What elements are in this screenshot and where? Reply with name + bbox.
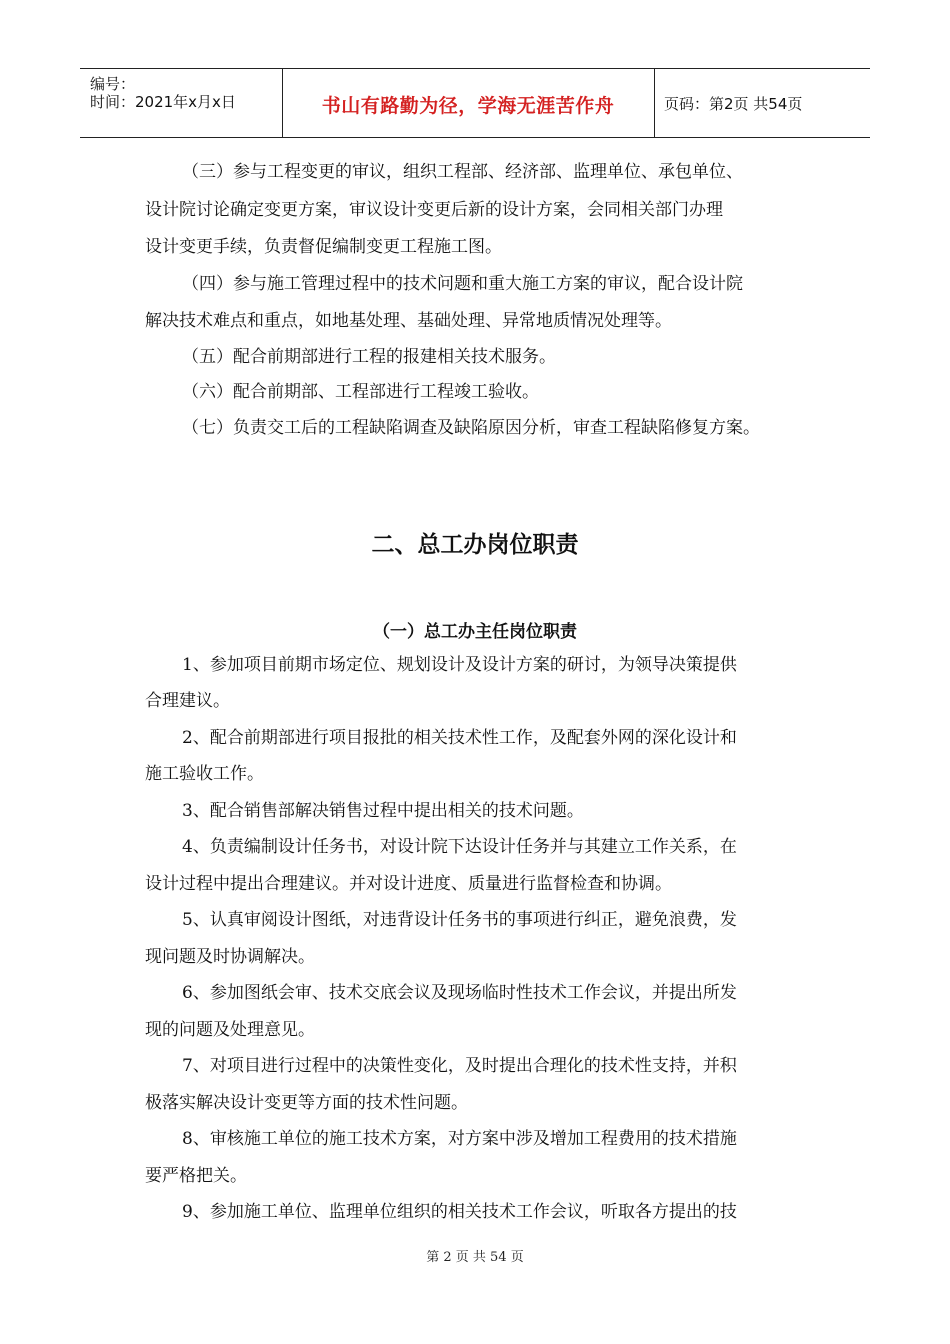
text-line: 7、对项目进行过程中的决策性变化，及时提出合理化的技术性支持，并积: [182, 1056, 737, 1076]
document-number-label: 编号：: [90, 75, 136, 93]
text-line: 解决技术难点和重点，如地基处理、基础处理、异常地质情况处理等。: [145, 311, 672, 331]
section-title: 二、总工办岗位职责: [371, 532, 579, 558]
document-time-label: 时间：2021年x月x日: [90, 93, 236, 111]
text-line: 9、参加施工单位、监理单位组织的相关技术工作会议，听取各方提出的技: [182, 1202, 737, 1222]
text-line: 4、负责编制设计任务书，对设计院下达设计任务并与其建立工作关系，在: [182, 837, 737, 857]
page-footer: 第 2 页 共 54 页: [426, 1250, 524, 1265]
text-line: 要严格把关。: [145, 1166, 247, 1186]
text-line: 施工验收工作。: [145, 764, 264, 784]
header-table: [80, 68, 870, 138]
text-line: 1、参加项目前期市场定位、规划设计及设计方案的研讨，为领导决策提供: [182, 655, 737, 675]
text-line: （三）参与工程变更的审议，组织工程部、经济部、监理单位、承包单位、: [182, 162, 743, 182]
text-line: 极落实解决设计变更等方面的技术性问题。: [145, 1093, 468, 1113]
header-page-number: 页码：第2页 共54页: [664, 95, 803, 113]
text-line: 8、审核施工单位的施工技术方案，对方案中涉及增加工程费用的技术措施: [182, 1129, 737, 1149]
header-meta-cell: [80, 69, 283, 137]
text-line: 2、配合前期部进行项目报批的相关技术性工作，及配套外网的深化设计和: [182, 728, 737, 748]
text-line: （四）参与施工管理过程中的技术问题和重大施工方案的审议，配合设计院: [182, 274, 743, 294]
text-line: 现问题及时协调解决。: [145, 947, 315, 967]
text-line: （七）负责交工后的工程缺陷调查及缺陷原因分析，审查工程缺陷修复方案。: [182, 418, 760, 438]
text-line: （五）配合前期部进行工程的报建相关技术服务。: [182, 347, 556, 367]
text-line: 6、参加图纸会审、技术交底会议及现场临时性技术工作会议，并提出所发: [182, 983, 737, 1003]
text-line: 合理建议。: [145, 691, 230, 711]
text-line: （六）配合前期部、工程部进行工程竣工验收。: [182, 382, 539, 402]
header-motto-cell: [282, 69, 655, 137]
text-line: 设计过程中提出合理建议。并对设计进度、质量进行监督检查和协调。: [145, 874, 672, 894]
text-line: 现的问题及处理意见。: [145, 1020, 315, 1040]
subsection-title: （一）总工办主任岗位职责: [373, 622, 577, 642]
header-motto: 书山有路勤为径，学海无涯苦作舟: [321, 95, 615, 117]
text-line: 设计院讨论确定变更方案，审议设计变更后新的设计方案，会同相关部门办理: [145, 200, 723, 220]
text-line: 3、配合销售部解决销售过程中提出相关的技术问题。: [182, 801, 584, 821]
text-line: 设计变更手续，负责督促编制变更工程施工图。: [145, 237, 502, 257]
header-page-cell: [654, 69, 870, 137]
text-line: 5、认真审阅设计图纸，对违背设计任务书的事项进行纠正，避免浪费，发: [182, 910, 737, 930]
